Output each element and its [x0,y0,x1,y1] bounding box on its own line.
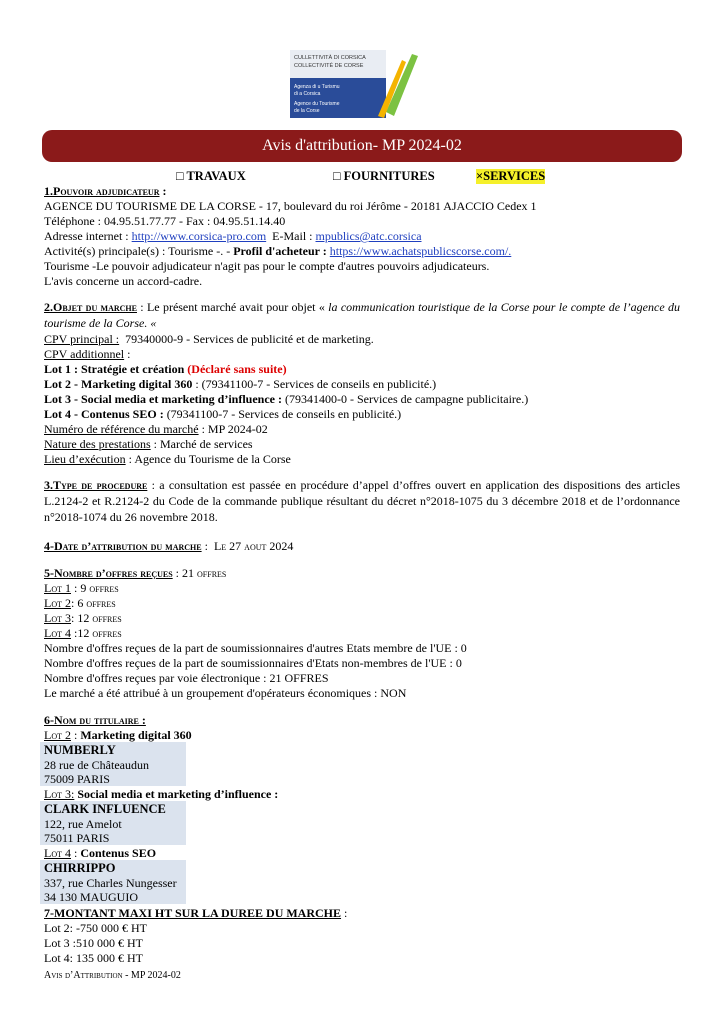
s2-cpv-value: 79340000-9 - Services de publicité et de marketing. [119,332,374,346]
s3-num: 3. [44,478,53,492]
category-travaux: □ TRAVAUX [176,169,246,183]
s2-num: 2. [44,300,53,314]
s2-lot4 [44,407,401,422]
winner-3-company: CHIRRIPPO [44,861,116,875]
s1-tail: : [159,184,167,198]
s1-activity: Activité(s) principale(s) : Tourisme -. - [44,244,234,258]
s2-intro-text: : Le présent marché avait pour objet « [136,300,329,314]
s3-text: : a consultation est passée en procédure d’appel d’offres ouvert en application des dispositions des articles L.2124-2 et R.2124-2 du Code de la commande publique résultant du décret n°2018-1075 du 3 décembre 2018 et de l’ordonnance n°2018-1074 du 26 novembre 2018. [44,478,680,524]
s1-activity-line [44,244,511,259]
s2-reference [44,422,268,437]
s2-ref-value: : MP 2024-02 [198,422,268,436]
page-title: Avis d'attribution- MP 2024-02 [262,137,462,154]
winner-2-street: 122, rue Amelot [44,817,122,831]
logo-line3: Agenza di u Turismu [294,84,340,90]
s5-lot4-label: Lot 4 [44,626,71,640]
s5-offers-heading [44,566,226,581]
s5-lot4-value: offres [92,626,122,640]
s1-email-label: E-Mail : [266,229,316,243]
winner-1-street: 28 rue de Châteaudun [44,758,149,772]
s2-lot1-status: (Déclaré sans suite) [187,362,287,376]
s2-cpv-add [44,347,130,362]
s1-address: AGENCE DU TOURISME DE LA CORSE - 17, boulevard du roi Jérôme - 20181 AJACCIO Cedex 1 [44,199,537,213]
winner-2-company: CLARK INFLUENCE [44,802,166,816]
winner-1-city: 75009 PARIS [44,772,110,786]
s6-lot2-name: Marketing digital 360 [80,728,192,742]
s6-lot3-line [44,787,278,802]
s5-lot-4 [44,626,122,641]
s5-lot-2 [44,596,116,611]
s1-note2: L'avis concerne un accord-cadre. [44,274,203,288]
s1-note1: Tourisme -Le pouvoir adjudicateur n'agit pas pour le compte d'autres pouvoirs adjudicateurs. [44,259,490,273]
s2-cpv-label: CPV principal : [44,332,120,346]
s5-lot4-sep: :12 [71,626,93,640]
s6-lot2-sep: : [71,728,81,742]
s5-electronic: Nombre d'offres reçues par voie électronique : 21 OFFRES [44,671,329,685]
s2-lot2-bold: Lot 2 - Marketing digital 360 [44,377,193,391]
s5-non-ue: Nombre d'offres reçues de la part de soumissionnaires d'Etats non-membres de l'UE : 0 [44,656,462,670]
s2-place [44,452,291,467]
s2-lot3-bold: Lot 3 - Social media et marketing d’influence : [44,392,282,406]
s6-lot2-label: Lot 2 [44,728,71,742]
s2-intro [44,299,680,331]
s6-lot3-label: Lot 3: [44,787,75,801]
website-link[interactable]: http://www.corsica-pro.com [131,229,267,243]
winner-1-company: NUMBERLY [44,743,116,757]
s1-contact-line [44,229,422,244]
s5-lot-1 [44,581,119,596]
s6-lot4-label: Lot 4 [44,846,71,860]
s5-group: Le marché a été attribué à un groupement d'opérateurs économiques : NON [44,686,407,700]
s2-lot4-rest: (79341100-7 - Services de conseils en publicité.) [163,407,402,421]
s2-nature-label: Nature des prestations [44,437,151,451]
s2-subject: la communication touristique de la Corse pour le compte de l’agence du tourisme de la Corse. « [44,300,680,330]
s7-heading [44,906,347,921]
s5-lot3-value: offres [92,611,122,625]
s3-procedure [44,477,680,525]
s6-heading: 6-Nom du titulaire : [44,713,146,727]
section-1-heading [44,184,166,199]
logo-line2: COLLECTIVITÉ DE CORSE [294,63,364,69]
s6-lot3-name: Social media et marketing d’influence : [77,787,279,801]
email-link[interactable]: mpublics@atc.corsica [315,229,422,243]
s4-tail: : [201,539,214,553]
logo-graphic [290,50,430,120]
s2-lot2 [44,377,436,392]
s5-lot3-sep: : 12 [71,611,93,625]
s2-cpv-add-label: CPV additionnel [44,347,125,361]
s6-lot4-line [44,846,156,861]
s2-lot1-text: Lot 1 : Stratégie et création [44,362,188,376]
logo-line4: di a Corsica [294,91,321,97]
s2-head: Objet du marche [53,300,137,314]
category-fournitures: □ FOURNITURES [333,169,435,183]
logo-line6: de la Corse [294,108,320,114]
s5-tail: : 21 [172,566,198,580]
s5-total: offres [197,566,227,580]
winner-3-street: 337, rue Charles Nungesser [44,876,177,890]
s5-lot1-value: offres [89,581,119,595]
s6-lot4-sep: : [71,846,81,860]
s5-lot2-sep: : 6 [71,596,87,610]
s2-ref-label: Numéro de référence du marché [44,422,199,436]
winner-3-city: 34 130 MAUGUIO [44,890,138,904]
s7-amount-lot4: Lot 4: 135 000 € HT [44,951,143,965]
logo-line5: Agence du Tourisme [294,101,340,107]
s6-lot2-line [44,728,192,743]
s7-amount-lot3: Lot 3 :510 000 € HT [44,936,143,950]
s2-cpv [44,332,374,347]
s2-place-label: Lieu d’exécution [44,452,126,466]
s5-lot1-label: Lot 1 [44,581,71,595]
category-services: ×SERVICES [476,169,546,183]
buyer-profile-link[interactable]: https://www.achatspublicscorse.com/. [329,244,512,258]
s2-nature [44,437,253,452]
page-footer: Avis d’Attribution - MP 2024-02 [44,970,181,981]
s2-cpv-add-tail: : [124,347,131,361]
s5-lot-3 [44,611,122,626]
s4-attribution-date [44,539,293,554]
winner-2-city: 75011 PARIS [44,831,110,845]
s2-lot3-rest: (79341400-0 - Services de campagne publicitaire.) [281,392,529,406]
s2-lot1 [44,362,287,377]
s3-head: Type de procedure [53,478,148,492]
s5-ue: Nombre d'offres reçues de la part de soumissionnaires d'autres Etats membre de l'UE : 0 [44,641,467,655]
s7-amount-lot2: Lot 2: -750 000 € HT [44,921,147,935]
s2-nature-value: : Marché de services [150,437,253,451]
s5-lot1-sep: : 9 [71,581,90,595]
s5-lot2-label: Lot 2 [44,596,71,610]
s1-web-label: Adresse internet : [44,229,132,243]
s2-lot2-rest: : (79341100-7 - Services de conseils en publicité.) [192,377,437,391]
s5-lot3-label: Lot 3 [44,611,71,625]
s4-value: Le 27 aout 2024 [213,539,294,553]
s1-head: Pouvoir adjudicateur [53,184,160,198]
s4-head: 4-Date d’attribution du marche [44,539,202,553]
s1-phone: Téléphone : 04.95.51.77.77 - Fax : 04.95.51.14.40 [44,214,286,228]
s7-head: 7-MONTANT MAXI HT SUR LA DUREE DU MARCHE [44,906,342,920]
title-banner [42,130,682,162]
s6-lot4-name: Contenus SEO [80,846,157,860]
s1-num: 1. [44,184,53,198]
s7-tail: : [341,906,348,920]
s1-profile-label: Profil d'acheteur : [233,244,330,258]
s5-head: 5-Nombre d’offres reçues [44,566,173,580]
s2-lot4-bold: Lot 4 - Contenus SEO : [44,407,164,421]
s2-lot3 [44,392,528,407]
s5-lot2-value: offres [86,596,116,610]
s2-place-value: : Agence du Tourisme de la Corse [125,452,291,466]
logo-line1: CULLETTIVITÀ DI CORSICA [294,55,366,61]
collectivite-de-corse-logo [290,50,430,120]
